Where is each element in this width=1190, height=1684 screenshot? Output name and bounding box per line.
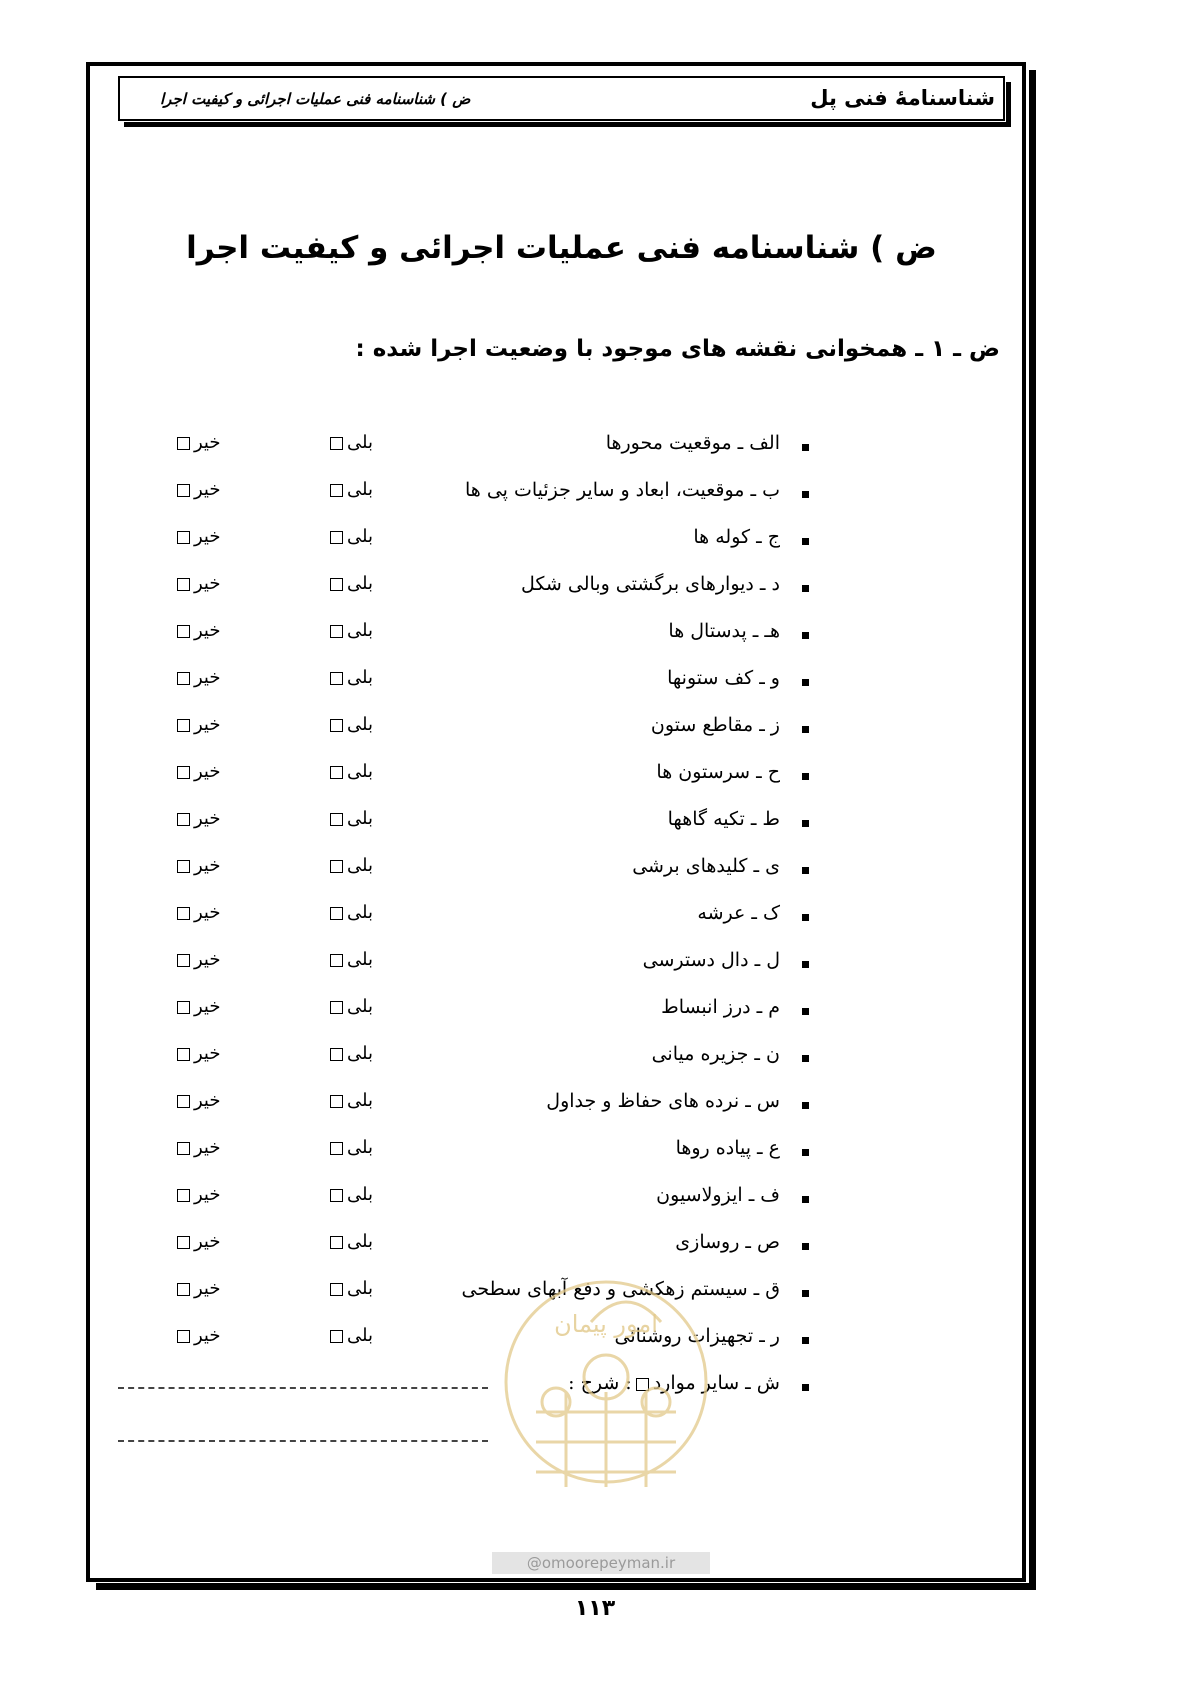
- no-label: خیر: [194, 1184, 221, 1205]
- no-checkbox[interactable]: [173, 949, 221, 970]
- yes-checkbox[interactable]: [326, 1325, 373, 1346]
- yes-label: بلی: [347, 808, 373, 829]
- section-heading: ض ـ ۱ ـ همخوانی نقشه های موجود با وضعیت اجرا شده :: [355, 336, 1000, 362]
- no-label: خیر: [194, 667, 221, 688]
- description-line-2: [118, 1440, 488, 1442]
- page-title: ض ) شناسنامه فنی عملیات اجرائی و کیفیت اجرا: [186, 230, 937, 266]
- yes-checkbox[interactable]: [326, 902, 373, 923]
- no-checkbox[interactable]: [173, 479, 221, 500]
- yes-label: بلی: [347, 761, 373, 782]
- no-label: خیر: [194, 902, 221, 923]
- yes-checkbox[interactable]: [326, 1184, 373, 1205]
- yes-label: بلی: [347, 667, 373, 688]
- checklist-item-label: ج ـ کوله ها: [693, 526, 780, 548]
- checklist-item-label: ب ـ موقعیت، ابعاد و سایر جزئیات پی ها: [464, 479, 780, 501]
- checkbox-icon: [177, 1236, 190, 1249]
- no-checkbox[interactable]: [173, 1090, 221, 1111]
- checkbox-icon: [330, 484, 343, 497]
- no-label: خیر: [194, 526, 221, 547]
- no-label: خیر: [194, 1137, 221, 1158]
- checkbox-icon: [330, 954, 343, 967]
- yes-checkbox[interactable]: [326, 573, 373, 594]
- bullet-icon: [802, 632, 809, 639]
- checkbox-icon: [177, 719, 190, 732]
- no-checkbox[interactable]: [173, 432, 221, 453]
- yes-checkbox[interactable]: [326, 808, 373, 829]
- other-description-label: : شرح :: [568, 1372, 632, 1394]
- bullet-icon: [802, 914, 809, 921]
- yes-label: بلی: [347, 479, 373, 500]
- other-label: ش ـ سایر موارد: [652, 1372, 780, 1394]
- checklist-item-label: و ـ کف ستونها: [667, 667, 780, 689]
- no-label: خیر: [194, 1231, 221, 1252]
- checkbox-icon: [177, 437, 190, 450]
- no-label: خیر: [194, 808, 221, 829]
- checkbox-icon: [330, 766, 343, 779]
- checkbox-icon: [177, 1330, 190, 1343]
- no-checkbox[interactable]: [173, 1043, 221, 1064]
- no-checkbox[interactable]: [173, 996, 221, 1017]
- checkbox-icon: [177, 766, 190, 779]
- checkbox-icon: [330, 625, 343, 638]
- no-label: خیر: [194, 949, 221, 970]
- yes-checkbox[interactable]: [326, 526, 373, 547]
- yes-checkbox[interactable]: [326, 479, 373, 500]
- checkbox-icon: [177, 672, 190, 685]
- checkbox-icon: [330, 1283, 343, 1296]
- checkbox-icon: [330, 1048, 343, 1061]
- no-checkbox[interactable]: [173, 1137, 221, 1158]
- no-label: خیر: [194, 1090, 221, 1111]
- yes-label: بلی: [347, 996, 373, 1017]
- checklist-item-label: م ـ درز انبساط: [661, 996, 780, 1018]
- bullet-icon: [802, 585, 809, 592]
- checkbox-icon: [177, 907, 190, 920]
- no-checkbox[interactable]: [173, 714, 221, 735]
- checklist-item-label: س ـ نرده های حفاظ و جداول: [546, 1090, 780, 1112]
- bullet-icon: [802, 1196, 809, 1203]
- bullet-icon: [802, 961, 809, 968]
- yes-checkbox[interactable]: [326, 1090, 373, 1111]
- bullet-icon: [802, 1149, 809, 1156]
- yes-checkbox[interactable]: [326, 949, 373, 970]
- yes-label: بلی: [347, 620, 373, 641]
- checklist-item-label: ح ـ سرستون ها: [656, 761, 780, 783]
- no-label: خیر: [194, 573, 221, 594]
- yes-checkbox[interactable]: [326, 1231, 373, 1252]
- yes-checkbox[interactable]: [326, 714, 373, 735]
- checkbox-icon: [330, 1189, 343, 1202]
- checklist-item-label: ص ـ روسازی: [675, 1231, 780, 1253]
- yes-label: بلی: [347, 855, 373, 876]
- no-checkbox[interactable]: [173, 667, 221, 688]
- yes-label: بلی: [347, 714, 373, 735]
- bullet-icon: [802, 491, 809, 498]
- no-label: خیر: [194, 996, 221, 1017]
- yes-label: بلی: [347, 1137, 373, 1158]
- checkbox-icon: [330, 813, 343, 826]
- yes-label: بلی: [347, 949, 373, 970]
- no-checkbox[interactable]: [173, 1278, 221, 1299]
- checklist-item-label: ق ـ سیستم زهکشی و دفع آبهای سطحی: [461, 1278, 780, 1300]
- checkbox-icon: [330, 437, 343, 450]
- checkbox-icon: [330, 1001, 343, 1014]
- yes-checkbox[interactable]: [326, 667, 373, 688]
- checkbox-icon: [177, 1283, 190, 1296]
- page-number: ۱۱۳: [574, 1596, 616, 1621]
- checklist-item-label: ک ـ عرشه: [697, 902, 780, 924]
- yes-checkbox[interactable]: [326, 1043, 373, 1064]
- yes-label: بلی: [347, 1184, 373, 1205]
- no-checkbox[interactable]: [173, 620, 221, 641]
- yes-label: بلی: [347, 902, 373, 923]
- no-label: خیر: [194, 714, 221, 735]
- checkbox-icon: [330, 1236, 343, 1249]
- no-label: خیر: [194, 620, 221, 641]
- yes-label: بلی: [347, 1043, 373, 1064]
- bullet-icon: [802, 1337, 809, 1344]
- checklist-item-label: ز ـ مقاطع ستون: [650, 714, 780, 736]
- no-checkbox[interactable]: [173, 1184, 221, 1205]
- no-checkbox[interactable]: [173, 573, 221, 594]
- no-label: خیر: [194, 855, 221, 876]
- checkbox-icon: [177, 578, 190, 591]
- yes-label: بلی: [347, 573, 373, 594]
- description-line-1: [118, 1387, 488, 1389]
- watermark-text: امور پیمان: [554, 1310, 658, 1338]
- checkbox-icon: [177, 1048, 190, 1061]
- yes-label: بلی: [347, 526, 373, 547]
- checkbox-icon: [330, 719, 343, 732]
- no-label: خیر: [194, 1043, 221, 1064]
- checkbox-icon: [177, 1001, 190, 1014]
- no-checkbox[interactable]: [173, 808, 221, 829]
- bullet-icon: [802, 444, 809, 451]
- checkbox-icon: [330, 672, 343, 685]
- checkbox-icon: [330, 578, 343, 591]
- checkbox-icon: [330, 907, 343, 920]
- yes-checkbox[interactable]: [326, 1137, 373, 1158]
- checkbox-icon: [177, 1189, 190, 1202]
- bullet-icon: [802, 1384, 809, 1391]
- checkbox-icon: [330, 1095, 343, 1108]
- no-checkbox[interactable]: [173, 902, 221, 923]
- site-badge: @omoorepeyman.ir: [492, 1552, 710, 1574]
- yes-label: بلی: [347, 432, 373, 453]
- bullet-icon: [802, 679, 809, 686]
- yes-label: بلی: [347, 1090, 373, 1111]
- checkbox-icon: [177, 860, 190, 873]
- checkbox-icon: [330, 1142, 343, 1155]
- yes-checkbox[interactable]: [326, 620, 373, 641]
- no-checkbox[interactable]: [173, 526, 221, 547]
- checkbox-icon: [330, 531, 343, 544]
- bullet-icon: [802, 1055, 809, 1062]
- watermark-logo-icon: [496, 1262, 716, 1502]
- yes-checkbox[interactable]: [326, 432, 373, 453]
- checkbox-icon: [177, 1142, 190, 1155]
- bullet-icon: [802, 1102, 809, 1109]
- checkbox-icon: [177, 1095, 190, 1108]
- yes-checkbox[interactable]: [326, 761, 373, 782]
- yes-checkbox[interactable]: [326, 855, 373, 876]
- bullet-icon: [802, 773, 809, 780]
- yes-label: بلی: [347, 1231, 373, 1252]
- checkbox-icon: [177, 954, 190, 967]
- bullet-icon: [802, 867, 809, 874]
- yes-label: بلی: [347, 1325, 373, 1346]
- no-checkbox[interactable]: [173, 1231, 221, 1252]
- checklist-item-label: ی ـ کلیدهای برشی: [632, 855, 780, 877]
- checkbox-icon: [177, 813, 190, 826]
- checkbox-icon: [330, 860, 343, 873]
- checklist-item-label: د ـ دیوارهای برگشتی وبالی شکل: [521, 573, 780, 595]
- no-label: خیر: [194, 432, 221, 453]
- no-checkbox[interactable]: [173, 855, 221, 876]
- yes-checkbox[interactable]: [326, 996, 373, 1017]
- bullet-icon: [802, 538, 809, 545]
- checklist-item-label: ط ـ تکیه گاهها: [667, 808, 780, 830]
- header-book-title: شناسنامهٔ فنی پل: [810, 86, 995, 110]
- yes-checkbox[interactable]: [326, 1278, 373, 1299]
- checkbox-icon: [330, 1330, 343, 1343]
- running-header: [118, 76, 1005, 121]
- bullet-icon: [802, 1290, 809, 1297]
- no-label: خیر: [194, 761, 221, 782]
- checklist-item-label: هـ ـ پدستال ها: [668, 620, 780, 642]
- checklist-item-label: ع ـ پیاده روها: [675, 1137, 780, 1159]
- bullet-icon: [802, 1243, 809, 1250]
- no-label: خیر: [194, 479, 221, 500]
- checkbox-icon: [177, 484, 190, 497]
- checklist-item-label: ل ـ دال دسترسی: [642, 949, 780, 971]
- bullet-icon: [802, 820, 809, 827]
- checkbox-icon: [177, 531, 190, 544]
- checklist-item-label: الف ـ موقعیت محورها: [605, 432, 780, 454]
- yes-label: بلی: [347, 1278, 373, 1299]
- header-section-title: ض ) شناسنامه فنی عملیات اجرائی و کیفیت اجرا: [160, 90, 471, 108]
- checklist-item-label: ن ـ جزیره میانی: [651, 1043, 780, 1065]
- no-checkbox[interactable]: [173, 1325, 221, 1346]
- no-label: خیر: [194, 1278, 221, 1299]
- checkbox-icon: [177, 625, 190, 638]
- checklist-item-label: ف ـ ایزولاسیون: [656, 1184, 780, 1206]
- checklist-item-label: ر ـ تجهیزات روشنائی: [614, 1325, 780, 1347]
- bullet-icon: [802, 726, 809, 733]
- no-checkbox[interactable]: [173, 761, 221, 782]
- no-label: خیر: [194, 1325, 221, 1346]
- bullet-icon: [802, 1008, 809, 1015]
